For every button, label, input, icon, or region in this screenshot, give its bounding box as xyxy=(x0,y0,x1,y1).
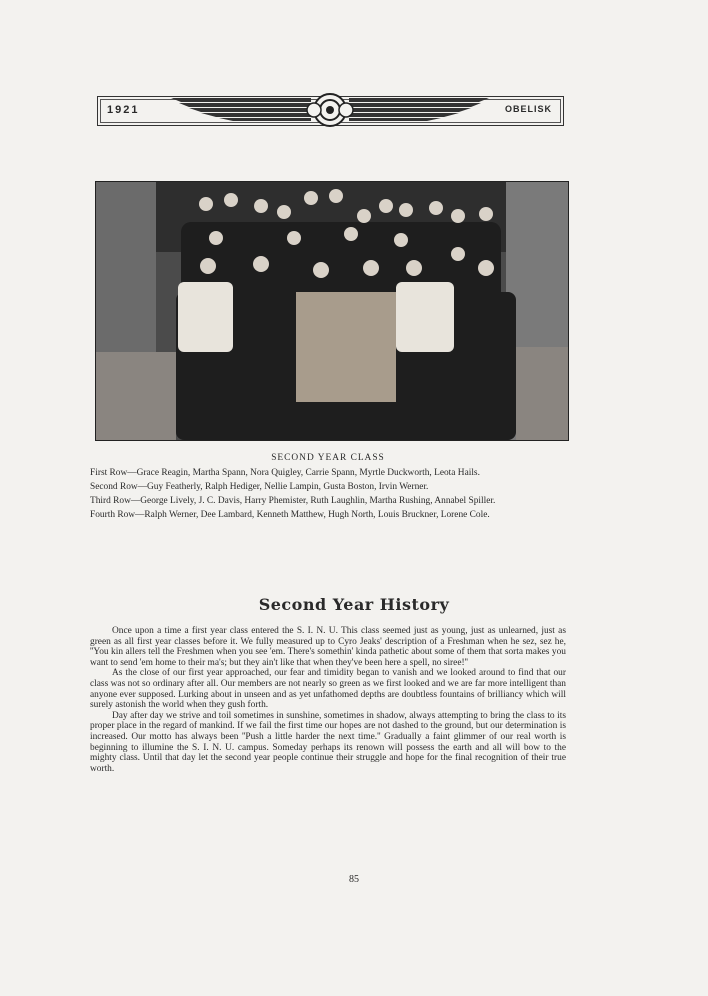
caption-row-fourth: Fourth Row—Ralph Werner, Dee Lambard, Kenneth Matthew, Hugh North, Louis Bruckner, Lorene Cole. xyxy=(90,510,490,520)
history-text xyxy=(90,626,566,774)
caption-row-third: Third Row—George Lively, J. C. Davis, Harry Phemister, Ruth Laughlin, Martha Rushing, Annabel Spiller. xyxy=(90,496,496,506)
winged-emblem-icon xyxy=(171,92,489,128)
caption-row-first: First Row—Grace Reagin, Martha Spann, Nora Quigley, Carrie Spann, Myrtle Duckworth, Leota Hails. xyxy=(90,468,480,478)
caption-title: SECOND YEAR CLASS xyxy=(271,453,385,463)
page-number: 85 xyxy=(349,874,359,885)
header-title: OBELISK xyxy=(504,104,552,114)
photo-illustration xyxy=(96,182,568,440)
page-header xyxy=(97,96,564,126)
history-paragraph-1: Once upon a time a first year class entered the S. I. N. U. This class seemed just as young, just as unlearned, just as green as all first year classes before it. We fully measured up to Cyro Jeaks' description of a Freshman when he sez, sez he, ''You kin allers tell the Freshmen when you see 'em. There's somethin' kinda pathetic about some of them that sorta makes you want to send 'em home to their ma's; but they ain't like that when they've been here a spell, no siree!'' xyxy=(90,626,566,668)
history-paragraph-3: Day after day we strive and toil sometimes in sunshine, sometimes in shadow, always attempting to bring the class to its proper place in the regard of mankind. If we fail the first time our hopes are not dashed to the ground, but our determination is increased. Our motto has always been ''Push a little harder the next time.'' Gradually a faint glimmer of our real worth is beginning to illumine the S. I. N. U. campus. Someday perhaps its renown will possess the earth and all will bow to the mighty class. Until that day let the second year people continue their struggle and hope for the final recognition of their true worth. xyxy=(90,710,566,774)
history-paragraph-2: As the close of our first year approached, our fear and timidity began to vanish and we looked around to find that our class was not so ordinary after all. Our members are not nearly so green as we first looked and we are far more intelligent than anyone ever supposed. Lurking about in unseen and as yet unfathomed depths are doubtless fountains of brilliancy which will surely astonish the world when they gush forth. xyxy=(90,668,566,711)
class-photograph xyxy=(95,181,569,441)
header-year: 1921 xyxy=(107,104,140,116)
history-heading: Second Year History xyxy=(258,595,450,614)
caption-row-second: Second Row—Guy Featherly, Ralph Hediger, Nellie Lampin, Gusta Boston, Irvin Werner. xyxy=(90,482,429,492)
photo-caption xyxy=(90,452,566,523)
